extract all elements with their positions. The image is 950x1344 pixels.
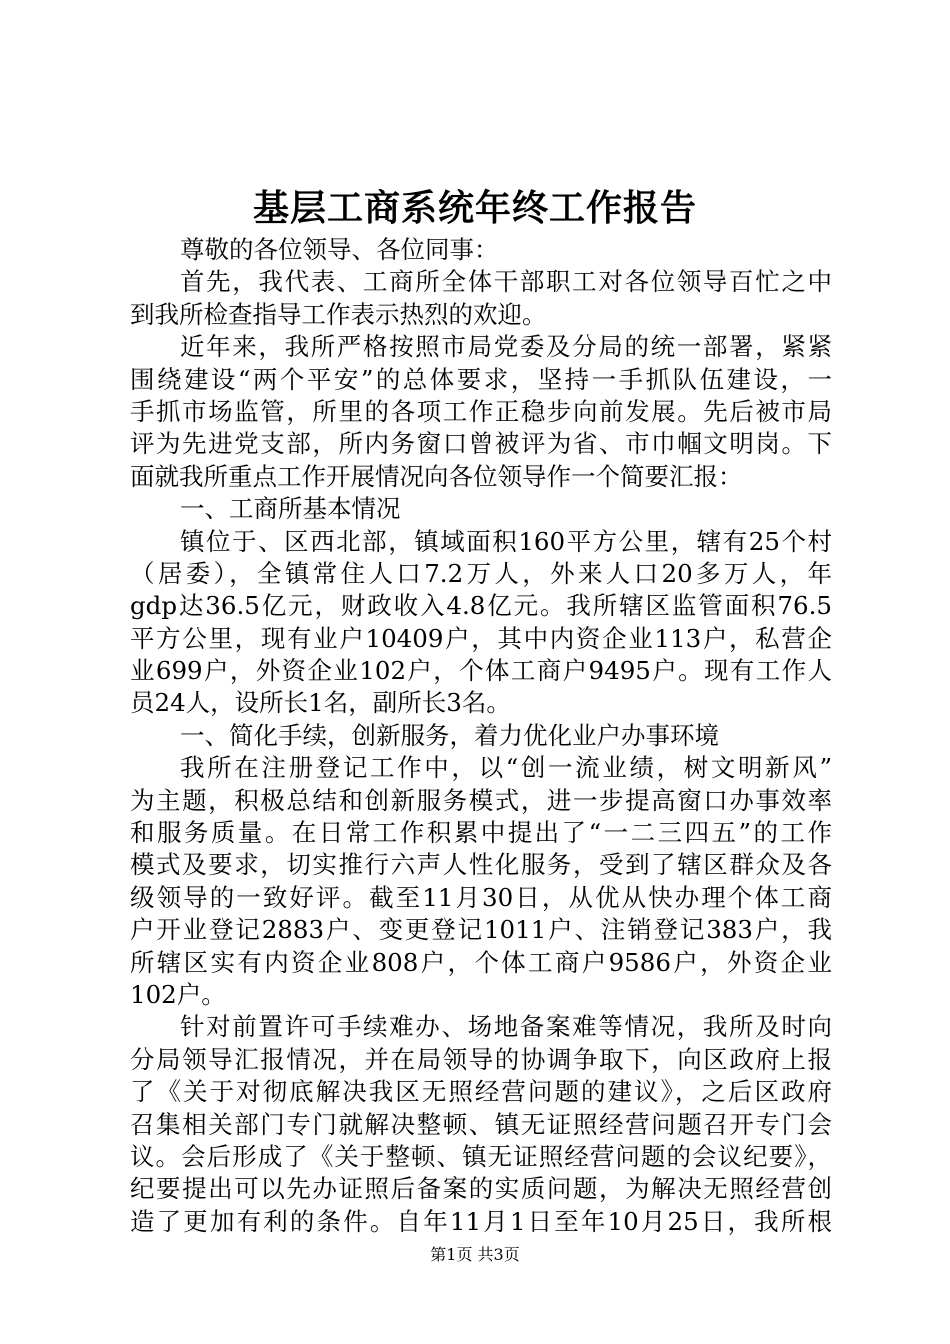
- paragraph-line: 业699户，外资企业102户，个体工商户9495户。现有工作人: [130, 656, 832, 686]
- paragraph-line: 和服务质量。在日常工作积累中提出了“一二三四五”的工作: [130, 818, 832, 848]
- paragraph-line: 户开业登记2883户、变更登记1011户、注销登记383户，我: [130, 915, 832, 945]
- paragraph-line: 员24人，设所长1名，副所长3名。: [130, 688, 511, 718]
- paragraph-line: 为主题，积极总结和创新服务模式，进一步提高窗口办事效率: [130, 785, 832, 815]
- paragraph-line: gdp达36.5亿元，财政收入4.8亿元。我所辖区监管面积76.5: [130, 591, 832, 621]
- paragraph-line: 所辖区实有内资企业808户，个体工商户9586户，外资企业: [130, 947, 832, 977]
- paragraph-line: 首先，我代表、工商所全体干部职工对各位领导百忙之中: [180, 267, 832, 297]
- section-heading: 一、简化手续，创新服务，着力优化业户办事环境: [180, 720, 719, 750]
- paragraph-line: 造了更加有利的条件。自年11月1日至年10月25日，我所根: [130, 1206, 832, 1236]
- paragraph-line: 我所在注册登记工作中，以“创一流业绩，树文明新风”: [180, 753, 832, 783]
- paragraph-line: 议。会后形成了《关于整顿、镇无证照经营问题的会议纪要》，: [130, 1141, 832, 1171]
- paragraph-line: 近年来，我所严格按照市局党委及分局的统一部署，紧紧: [180, 332, 832, 362]
- paragraph-line: 分局领导汇报情况，并在局领导的协调争取下，向区政府上报: [130, 1044, 832, 1074]
- section-heading: 一、工商所基本情况: [180, 494, 401, 524]
- paragraph-line: 召集相关部门专门就解决整顿、镇无证照经营问题召开专门会: [130, 1109, 832, 1139]
- paragraph-line: 模式及要求，切实推行六声人性化服务，受到了辖区群众及各: [130, 850, 832, 880]
- paragraph-line: 镇位于、区西北部，镇域面积160平方公里，辖有25个村: [180, 526, 832, 556]
- salutation-line: 尊敬的各位领导、各位同事：: [180, 235, 499, 264]
- document-title: 基层工商系统年终工作报告: [252, 187, 697, 229]
- paragraph-line: （居委），全镇常住人口7.2万人，外来人口20多万人，年: [130, 558, 832, 588]
- paragraph-line: 面就我所重点工作开展情况向各位领导作一个简要汇报：: [130, 461, 743, 491]
- document-body: [130, 234, 832, 1238]
- paragraph-line: 了《关于对彻底解决我区无照经营问题的建议》，之后区政府: [130, 1077, 832, 1107]
- paragraph-line: 评为先进党支部，所内务窗口曾被评为省、市巾帼文明岗。下: [130, 429, 832, 459]
- paragraph-line: 平方公里，现有业户10409户，其中内资企业113户，私营企: [130, 623, 832, 653]
- paragraph-line: 纪要提出可以先办证照后备案的实质问题，为解决无照经营创: [130, 1174, 832, 1204]
- page-number-footer: 第1页 共3页: [430, 1245, 520, 1264]
- paragraph-line: 手抓市场监管，所里的各项工作正稳步向前发展。先后被市局: [130, 396, 832, 426]
- paragraph-line: 级领导的一致好评。截至11月30日，从优从快办理个体工商: [130, 882, 832, 912]
- paragraph-line: 到我所检查指导工作表示热烈的欢迎。: [130, 299, 547, 329]
- paragraph-line: 围绕建设“两个平安”的总体要求，坚持一手抓队伍建设，一: [130, 364, 832, 394]
- paragraph-line: 102户。: [130, 979, 226, 1009]
- paragraph-line: 针对前置许可手续难办、场地备案难等情况，我所及时向: [180, 1012, 832, 1042]
